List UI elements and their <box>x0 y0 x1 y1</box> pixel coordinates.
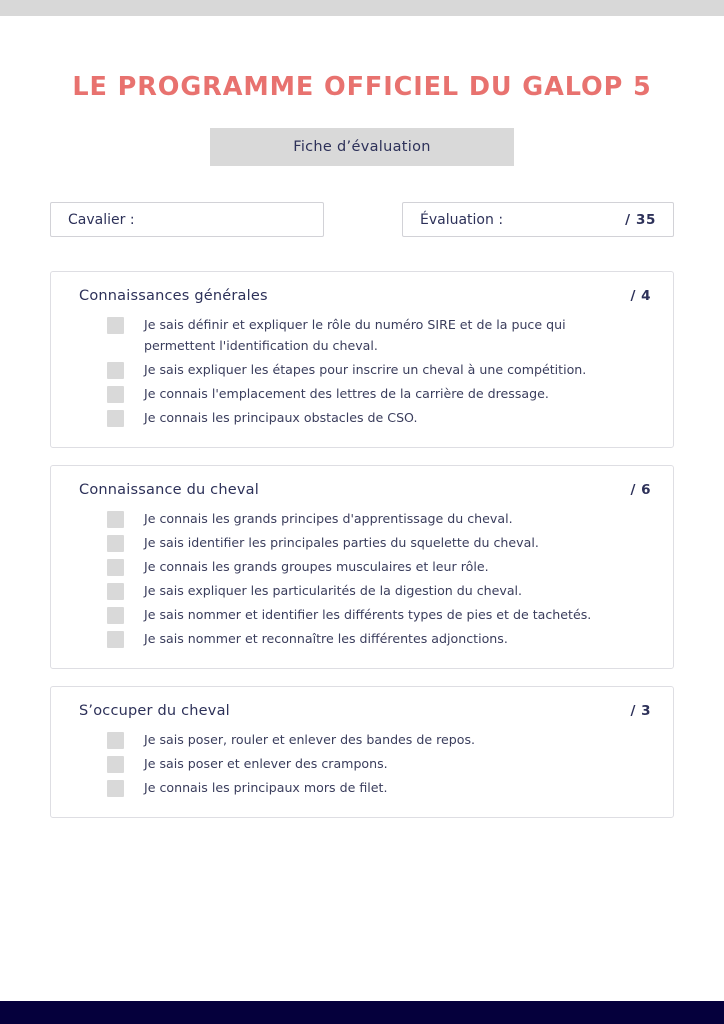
section-header <box>79 703 653 719</box>
page-content <box>0 16 724 835</box>
checkbox-icon[interactable] <box>107 780 124 797</box>
section-header <box>79 482 653 498</box>
checklist-item <box>79 628 653 649</box>
checkbox-icon[interactable] <box>107 535 124 552</box>
section-title: Connaissance du cheval <box>79 482 259 498</box>
checklist <box>79 729 653 798</box>
section-card <box>50 465 674 669</box>
checkbox-icon[interactable] <box>107 410 124 427</box>
checklist-item-label: Je sais nommer et identifier les différents types de pies et de tachetés. <box>144 607 592 622</box>
checklist-item-label: Je connais les grands principes d'apprentissage du cheval. <box>144 511 513 526</box>
section-title: Connaissances générales <box>79 288 268 304</box>
rider-field-label: Cavalier : <box>68 211 135 228</box>
checklist-item-label: Je sais expliquer les particularités de la digestion du cheval. <box>144 583 523 598</box>
evaluation-field[interactable] <box>402 202 674 237</box>
subtitle-container <box>0 128 724 166</box>
section-header <box>79 288 653 304</box>
checkbox-icon[interactable] <box>107 511 124 528</box>
section-card <box>50 686 674 818</box>
subtitle-badge: Fiche d’évaluation <box>210 128 514 166</box>
section-card <box>50 271 674 448</box>
section-score: / 6 <box>630 482 651 498</box>
section-title: S’occuper du cheval <box>79 703 230 719</box>
checklist-item-label: Je sais expliquer les étapes pour inscrire un cheval à une compétition. <box>144 362 587 377</box>
checkbox-icon[interactable] <box>107 386 124 403</box>
checkbox-icon[interactable] <box>107 559 124 576</box>
checkbox-icon[interactable] <box>107 756 124 773</box>
checklist-item-label: Je connais les principaux obstacles de CSO. <box>144 410 418 425</box>
sections-container <box>50 271 674 818</box>
top-band <box>0 0 724 16</box>
evaluation-field-label: Évaluation : <box>420 211 504 228</box>
checklist <box>79 314 653 428</box>
checklist-item <box>79 753 653 774</box>
checklist-item <box>79 314 653 356</box>
section-score: / 3 <box>630 703 651 719</box>
evaluation-total-score: / 35 <box>625 211 656 228</box>
checklist-item-label: Je sais poser et enlever des crampons. <box>144 756 388 771</box>
checklist-item-label: Je connais l'emplacement des lettres de la carrière de dressage. <box>144 386 549 401</box>
checkbox-icon[interactable] <box>107 317 124 334</box>
checklist-item-label: Je sais définir et expliquer le rôle du numéro SIRE et de la puce qui permettent l'identification du cheval. <box>144 317 566 353</box>
checklist-item-label: Je sais identifier les principales parties du squelette du cheval. <box>144 535 539 550</box>
checklist-item-label: Je sais nommer et reconnaître les différentes adjonctions. <box>144 631 508 646</box>
checklist-item <box>79 508 653 529</box>
checklist-item <box>79 777 653 798</box>
checklist-item <box>79 407 653 428</box>
checklist-item <box>79 556 653 577</box>
checklist-item-label: Je sais poser, rouler et enlever des bandes de repos. <box>144 732 476 747</box>
checklist-item <box>79 729 653 750</box>
checklist-item-label: Je connais les principaux mors de filet. <box>144 780 388 795</box>
checkbox-icon[interactable] <box>107 362 124 379</box>
checkbox-icon[interactable] <box>107 732 124 749</box>
footer-band <box>0 1001 724 1024</box>
checklist-item <box>79 604 653 625</box>
checklist-item <box>79 580 653 601</box>
checklist-item <box>79 532 653 553</box>
checkbox-icon[interactable] <box>107 631 124 648</box>
checkbox-icon[interactable] <box>107 607 124 624</box>
checklist <box>79 508 653 649</box>
section-score: / 4 <box>630 288 651 304</box>
checklist-item <box>79 359 653 380</box>
identity-row <box>50 202 674 237</box>
page-title: LE PROGRAMME OFFICIEL DU GALOP 5 <box>72 72 652 102</box>
checkbox-icon[interactable] <box>107 583 124 600</box>
checklist-item-label: Je connais les grands groupes musculaires et leur rôle. <box>144 559 489 574</box>
rider-field[interactable] <box>50 202 324 237</box>
checklist-item <box>79 383 653 404</box>
